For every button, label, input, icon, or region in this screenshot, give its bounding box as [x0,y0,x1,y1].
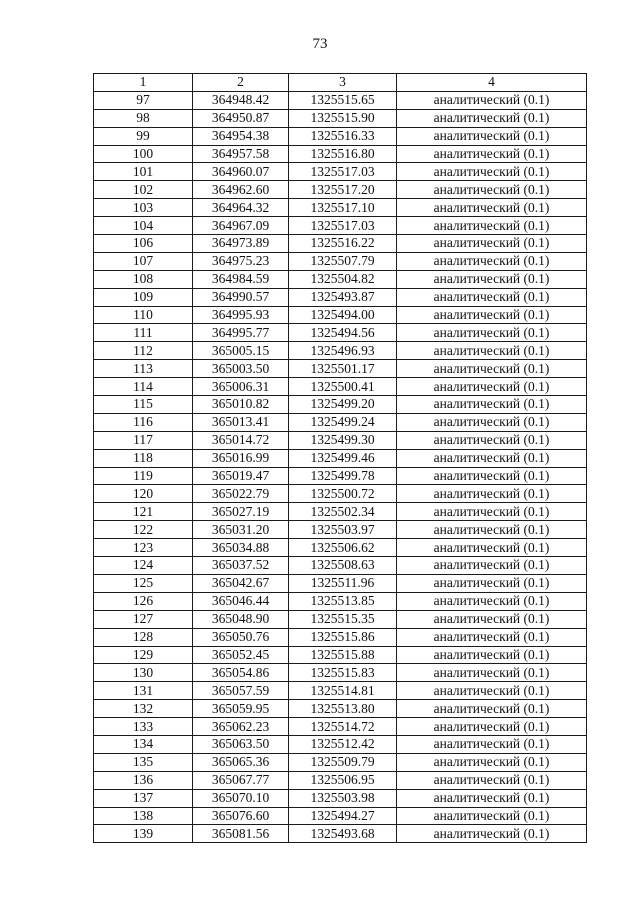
x-coordinate-cell: 364990.57 [193,288,289,306]
y-coordinate-cell: 1325509.79 [289,753,397,771]
table-row [94,378,587,396]
accuracy-method-cell: аналитический (0.1) [397,664,587,682]
y-coordinate-cell: 1325515.83 [289,664,397,682]
accuracy-method-cell: аналитический (0.1) [397,735,587,753]
y-coordinate-cell: 1325516.22 [289,235,397,253]
accuracy-method-cell: аналитический (0.1) [397,539,587,557]
y-coordinate-cell: 1325494.56 [289,324,397,342]
column-header-3: 3 [289,74,397,92]
accuracy-method-cell: аналитический (0.1) [397,181,587,199]
table-row [94,521,587,539]
accuracy-method-cell: аналитический (0.1) [397,431,587,449]
point-number-cell: 135 [94,753,193,771]
table-row [94,235,587,253]
x-coordinate-cell: 364973.89 [193,235,289,253]
x-coordinate-cell: 365067.77 [193,771,289,789]
table-row [94,360,587,378]
accuracy-method-cell: аналитический (0.1) [397,163,587,181]
x-coordinate-cell: 364967.09 [193,217,289,235]
point-number-cell: 127 [94,610,193,628]
accuracy-method-cell: аналитический (0.1) [397,789,587,807]
point-number-cell: 131 [94,682,193,700]
accuracy-method-cell: аналитический (0.1) [397,628,587,646]
table-row [94,431,587,449]
point-number-cell: 120 [94,485,193,503]
point-number-cell: 104 [94,217,193,235]
table-row [94,592,587,610]
x-coordinate-cell: 364995.77 [193,324,289,342]
table-row [94,109,587,127]
table-row [94,485,587,503]
x-coordinate-cell: 365052.45 [193,646,289,664]
table-row [94,753,587,771]
point-number-cell: 118 [94,449,193,467]
accuracy-method-cell: аналитический (0.1) [397,199,587,217]
x-coordinate-cell: 365063.50 [193,735,289,753]
x-coordinate-cell: 365031.20 [193,521,289,539]
accuracy-method-cell: аналитический (0.1) [397,521,587,539]
point-number-cell: 97 [94,91,193,109]
accuracy-method-cell: аналитический (0.1) [397,610,587,628]
x-coordinate-cell: 365057.59 [193,682,289,700]
x-coordinate-cell: 364962.60 [193,181,289,199]
x-coordinate-cell: 365016.99 [193,449,289,467]
y-coordinate-cell: 1325515.90 [289,109,397,127]
y-coordinate-cell: 1325507.79 [289,252,397,270]
point-number-cell: 132 [94,700,193,718]
x-coordinate-cell: 364960.07 [193,163,289,181]
point-number-cell: 124 [94,557,193,575]
y-coordinate-cell: 1325496.93 [289,342,397,360]
x-coordinate-cell: 365050.76 [193,628,289,646]
column-header-2: 2 [193,74,289,92]
accuracy-method-cell: аналитический (0.1) [397,324,587,342]
y-coordinate-cell: 1325499.78 [289,467,397,485]
accuracy-method-cell: аналитический (0.1) [397,682,587,700]
point-number-cell: 126 [94,592,193,610]
y-coordinate-cell: 1325493.68 [289,825,397,843]
point-number-cell: 121 [94,503,193,521]
accuracy-method-cell: аналитический (0.1) [397,217,587,235]
table-row [94,396,587,414]
y-coordinate-cell: 1325508.63 [289,557,397,575]
table-row [94,700,587,718]
page-number: 73 [312,36,328,52]
coordinates-table [93,73,587,843]
point-number-cell: 123 [94,539,193,557]
point-number-cell: 110 [94,306,193,324]
point-number-cell: 109 [94,288,193,306]
x-coordinate-cell: 364984.59 [193,270,289,288]
y-coordinate-cell: 1325493.87 [289,288,397,306]
x-coordinate-cell: 365013.41 [193,413,289,431]
table-row [94,574,587,592]
table-row [94,270,587,288]
y-coordinate-cell: 1325511.96 [289,574,397,592]
y-coordinate-cell: 1325512.42 [289,735,397,753]
x-coordinate-cell: 365019.47 [193,467,289,485]
accuracy-method-cell: аналитический (0.1) [397,485,587,503]
table-row [94,306,587,324]
point-number-cell: 108 [94,270,193,288]
accuracy-method-cell: аналитический (0.1) [397,753,587,771]
table-row [94,735,587,753]
x-coordinate-cell: 365065.36 [193,753,289,771]
y-coordinate-cell: 1325517.03 [289,217,397,235]
point-number-cell: 117 [94,431,193,449]
y-coordinate-cell: 1325516.33 [289,127,397,145]
table-row [94,789,587,807]
point-number-cell: 125 [94,574,193,592]
point-number-cell: 111 [94,324,193,342]
table-row [94,664,587,682]
x-coordinate-cell: 364975.23 [193,252,289,270]
table-row [94,628,587,646]
accuracy-method-cell: аналитический (0.1) [397,807,587,825]
table-row [94,646,587,664]
y-coordinate-cell: 1325515.35 [289,610,397,628]
y-coordinate-cell: 1325506.95 [289,771,397,789]
accuracy-method-cell: аналитический (0.1) [397,91,587,109]
point-number-cell: 134 [94,735,193,753]
table-row [94,413,587,431]
column-header-1: 1 [94,74,193,92]
x-coordinate-cell: 364950.87 [193,109,289,127]
accuracy-method-cell: аналитический (0.1) [397,109,587,127]
y-coordinate-cell: 1325503.98 [289,789,397,807]
x-coordinate-cell: 365003.50 [193,360,289,378]
x-coordinate-cell: 365042.67 [193,574,289,592]
table-row [94,467,587,485]
y-coordinate-cell: 1325499.46 [289,449,397,467]
table-row [94,217,587,235]
table-row [94,503,587,521]
accuracy-method-cell: аналитический (0.1) [397,592,587,610]
accuracy-method-cell: аналитический (0.1) [397,270,587,288]
point-number-cell: 99 [94,127,193,145]
y-coordinate-cell: 1325501.17 [289,360,397,378]
x-coordinate-cell: 364954.38 [193,127,289,145]
x-coordinate-cell: 365046.44 [193,592,289,610]
x-coordinate-cell: 365054.86 [193,664,289,682]
x-coordinate-cell: 365027.19 [193,503,289,521]
point-number-cell: 130 [94,664,193,682]
table-row [94,127,587,145]
point-number-cell: 114 [94,378,193,396]
accuracy-method-cell: аналитический (0.1) [397,342,587,360]
point-number-cell: 116 [94,413,193,431]
table-row [94,91,587,109]
accuracy-method-cell: аналитический (0.1) [397,252,587,270]
table-row [94,825,587,843]
accuracy-method-cell: аналитический (0.1) [397,467,587,485]
point-number-cell: 133 [94,718,193,736]
x-coordinate-cell: 365037.52 [193,557,289,575]
accuracy-method-cell: аналитический (0.1) [397,718,587,736]
y-coordinate-cell: 1325494.00 [289,306,397,324]
y-coordinate-cell: 1325517.03 [289,163,397,181]
point-number-cell: 128 [94,628,193,646]
y-coordinate-cell: 1325504.82 [289,270,397,288]
y-coordinate-cell: 1325499.20 [289,396,397,414]
y-coordinate-cell: 1325516.80 [289,145,397,163]
point-number-cell: 129 [94,646,193,664]
point-number-cell: 115 [94,396,193,414]
y-coordinate-cell: 1325517.10 [289,199,397,217]
accuracy-method-cell: аналитический (0.1) [397,574,587,592]
y-coordinate-cell: 1325500.41 [289,378,397,396]
table-row [94,145,587,163]
table-row [94,252,587,270]
accuracy-method-cell: аналитический (0.1) [397,413,587,431]
table-row [94,288,587,306]
accuracy-method-cell: аналитический (0.1) [397,771,587,789]
x-coordinate-cell: 365062.23 [193,718,289,736]
table-row [94,718,587,736]
point-number-cell: 100 [94,145,193,163]
table-row [94,610,587,628]
y-coordinate-cell: 1325513.80 [289,700,397,718]
accuracy-method-cell: аналитический (0.1) [397,700,587,718]
x-coordinate-cell: 364948.42 [193,91,289,109]
y-coordinate-cell: 1325514.81 [289,682,397,700]
y-coordinate-cell: 1325513.85 [289,592,397,610]
accuracy-method-cell: аналитический (0.1) [397,145,587,163]
point-number-cell: 122 [94,521,193,539]
accuracy-method-cell: аналитический (0.1) [397,360,587,378]
accuracy-method-cell: аналитический (0.1) [397,127,587,145]
table-row [94,539,587,557]
y-coordinate-cell: 1325514.72 [289,718,397,736]
y-coordinate-cell: 1325500.72 [289,485,397,503]
x-coordinate-cell: 365014.72 [193,431,289,449]
table-row [94,449,587,467]
accuracy-method-cell: аналитический (0.1) [397,396,587,414]
point-number-cell: 103 [94,199,193,217]
y-coordinate-cell: 1325494.27 [289,807,397,825]
accuracy-method-cell: аналитический (0.1) [397,825,587,843]
y-coordinate-cell: 1325503.97 [289,521,397,539]
y-coordinate-cell: 1325515.86 [289,628,397,646]
point-number-cell: 138 [94,807,193,825]
x-coordinate-cell: 364957.58 [193,145,289,163]
x-coordinate-cell: 365005.15 [193,342,289,360]
table-row [94,771,587,789]
table-row [94,682,587,700]
accuracy-method-cell: аналитический (0.1) [397,306,587,324]
column-header-4: 4 [397,74,587,92]
x-coordinate-cell: 365076.60 [193,807,289,825]
accuracy-method-cell: аналитический (0.1) [397,503,587,521]
x-coordinate-cell: 365022.79 [193,485,289,503]
y-coordinate-cell: 1325499.30 [289,431,397,449]
accuracy-method-cell: аналитический (0.1) [397,288,587,306]
point-number-cell: 137 [94,789,193,807]
table-row [94,557,587,575]
table-row [94,163,587,181]
x-coordinate-cell: 365048.90 [193,610,289,628]
point-number-cell: 98 [94,109,193,127]
accuracy-method-cell: аналитический (0.1) [397,449,587,467]
table-row [94,324,587,342]
point-number-cell: 136 [94,771,193,789]
table-body [94,91,587,842]
y-coordinate-cell: 1325515.88 [289,646,397,664]
x-coordinate-cell: 365034.88 [193,539,289,557]
accuracy-method-cell: аналитический (0.1) [397,235,587,253]
accuracy-method-cell: аналитический (0.1) [397,557,587,575]
x-coordinate-cell: 365059.95 [193,700,289,718]
x-coordinate-cell: 364995.93 [193,306,289,324]
x-coordinate-cell: 365006.31 [193,378,289,396]
point-number-cell: 106 [94,235,193,253]
point-number-cell: 119 [94,467,193,485]
point-number-cell: 113 [94,360,193,378]
x-coordinate-cell: 365010.82 [193,396,289,414]
point-number-cell: 107 [94,252,193,270]
y-coordinate-cell: 1325502.34 [289,503,397,521]
y-coordinate-cell: 1325499.24 [289,413,397,431]
y-coordinate-cell: 1325517.20 [289,181,397,199]
accuracy-method-cell: аналитический (0.1) [397,646,587,664]
accuracy-method-cell: аналитический (0.1) [397,378,587,396]
x-coordinate-cell: 365081.56 [193,825,289,843]
table-row [94,199,587,217]
point-number-cell: 101 [94,163,193,181]
table-header-row [94,74,587,92]
table-row [94,181,587,199]
x-coordinate-cell: 364964.32 [193,199,289,217]
table-row [94,807,587,825]
y-coordinate-cell: 1325506.62 [289,539,397,557]
x-coordinate-cell: 365070.10 [193,789,289,807]
table-row [94,342,587,360]
point-number-cell: 139 [94,825,193,843]
point-number-cell: 112 [94,342,193,360]
point-number-cell: 102 [94,181,193,199]
y-coordinate-cell: 1325515.65 [289,91,397,109]
